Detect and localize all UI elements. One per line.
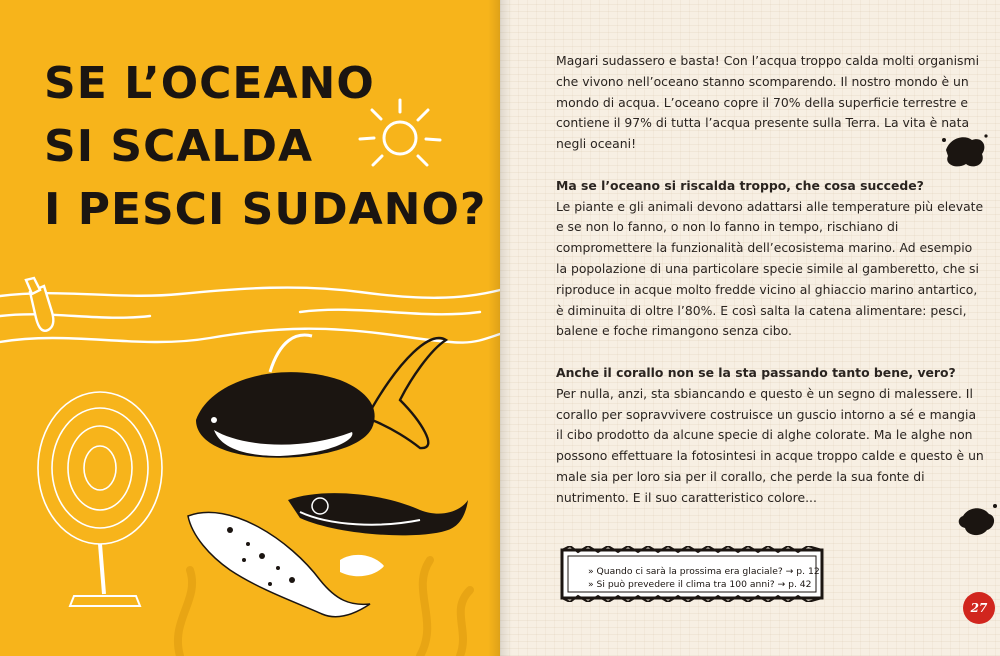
intro-paragraph: Magari sudassero e basta! Con l’acqua troppo calda molti organismi che vivono nell’oceano stanno scomparendo. Il nostro mondo è un mondo di acqua. L’oceano copre il 70% della superficie terrestre e contiene il 97% di tutta l’acqua presente sulla Terra. La vita è nata negli oceani! xyxy=(556,53,980,152)
article-body xyxy=(556,51,986,529)
title-line-3: I PESCI SUDANO? xyxy=(44,184,487,235)
section-1 xyxy=(556,176,986,342)
page-title xyxy=(44,52,487,241)
cross-reference-box xyxy=(558,546,826,602)
title-line-2: SI SCALDA xyxy=(44,121,314,172)
section-2 xyxy=(556,363,986,509)
bottle-icon xyxy=(26,278,53,331)
title-line-1: SE L’OCEANO xyxy=(44,58,375,109)
whale-icon xyxy=(288,493,468,535)
cross-reference-list xyxy=(588,565,818,591)
page-number-badge: 27 xyxy=(963,592,995,624)
section-1-answer: Le piante e gli animali devono adattarsi alle temperature più elevate e se non lo fanno, o non lo fanno in tempo, rischiano di compromettere la funzionalità dell’ecosistema marino. Ad esempio la popolazione di una particolare specie simile al gamberetto, che si riproduce in acque molto fredde vicino al ghiaccio marino antartico, è diminuita di oltre l’80%. E così salta la catena alimentare: pesci, balene e foche rimangono senza cibo. xyxy=(556,198,984,339)
section-2-question: Anche il corallo non se la sta passando tanto bene, vero? xyxy=(556,364,956,380)
section-1-question: Ma se l’oceano si riscalda troppo, che cosa succede? xyxy=(556,177,924,193)
cross-reference-item[interactable]: » Si può prevedere il clima tra 100 anni? → p. 42 xyxy=(588,579,812,590)
section-2-answer: Per nulla, anzi, sta sbiancando e questo è un segno di malessere. Il corallo per sopravvivere costruisce un guscio intorno a sé e mangia il cibo prodotto da alcune specie di alghe colorate. Ma le alghe non possono effettuare la fotosintesi in acque troppo calde e questo è un male sia per loro sia per il corallo, che perde la sua fonte di nutrimento. E il suo caratteristico colore... xyxy=(556,385,984,505)
wave-lines xyxy=(0,288,500,343)
cross-reference-item[interactable]: » Quando ci sarà la prossima era glaciale? → p. 12 xyxy=(588,566,820,577)
fan-icon xyxy=(38,392,162,606)
fish-icon xyxy=(196,335,446,458)
